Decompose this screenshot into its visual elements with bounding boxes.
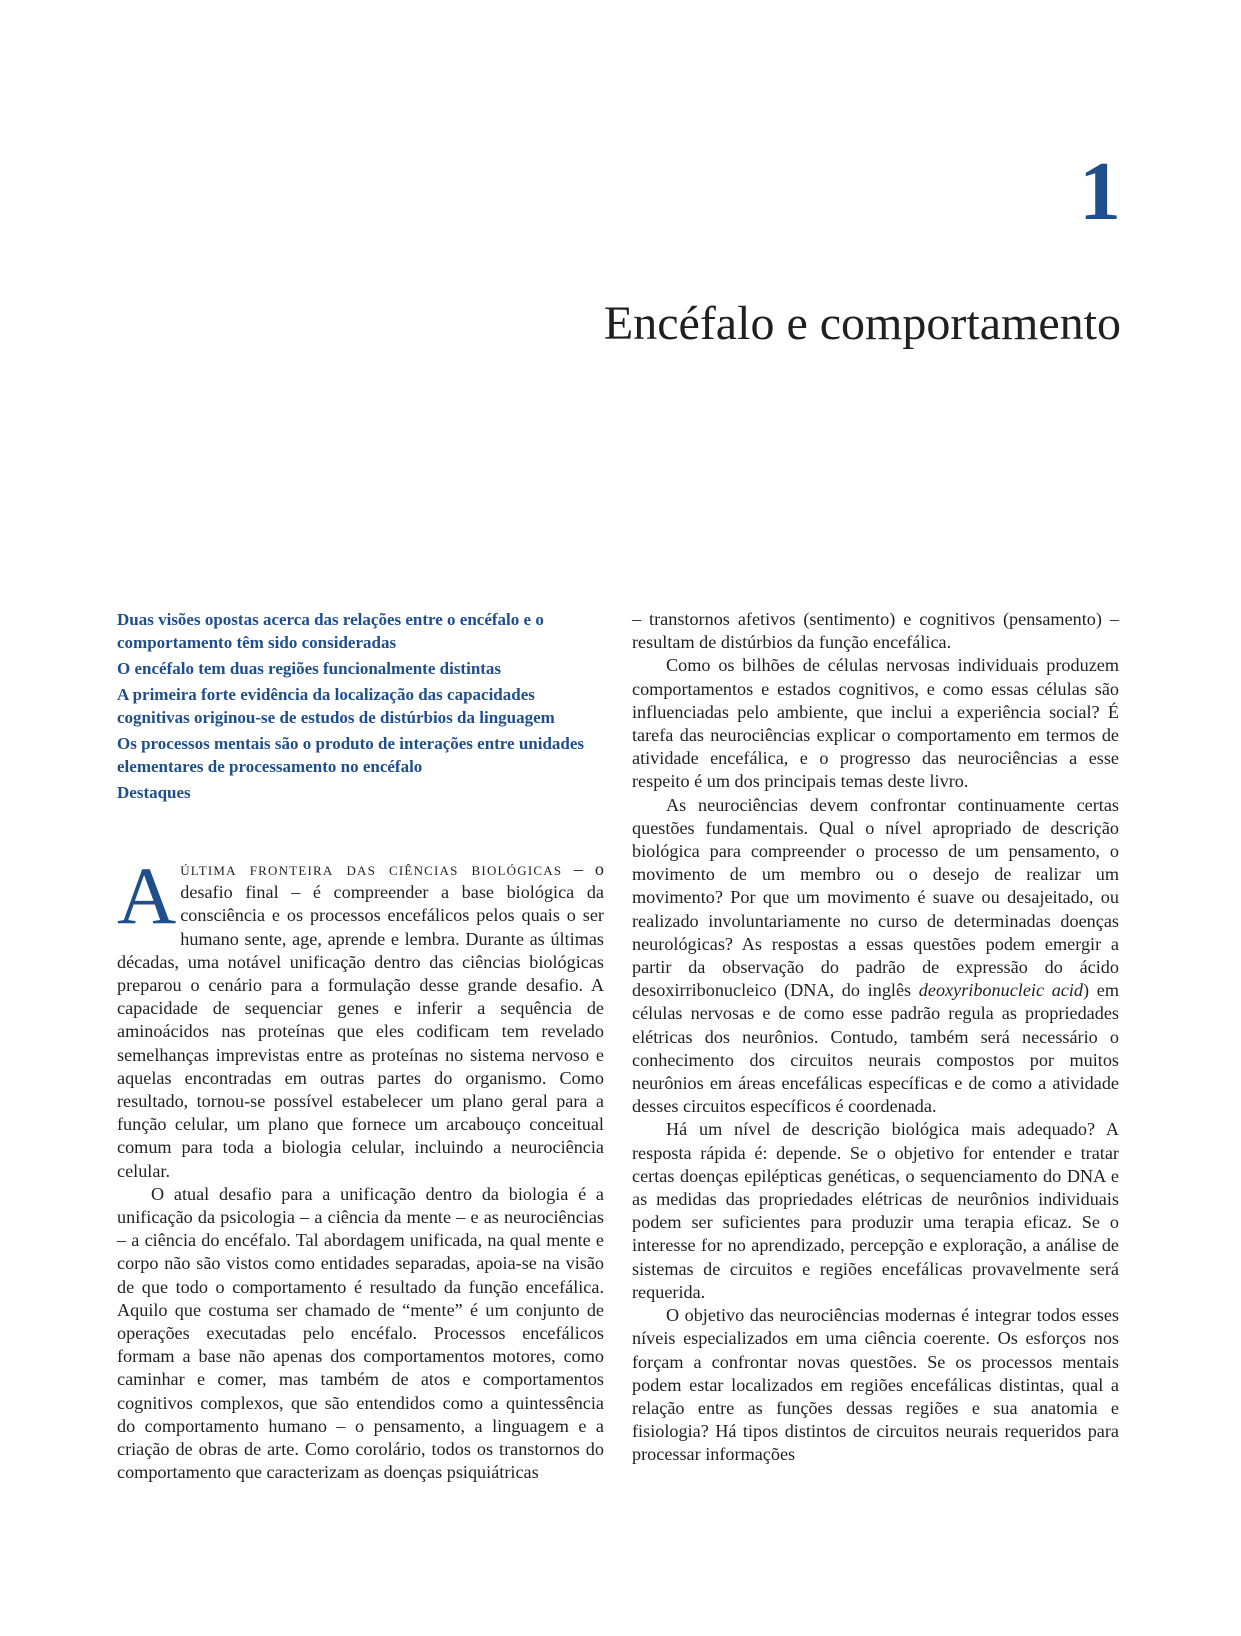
paragraph: O atual desafio para a unificação dentro da biologia é a unificação da psicologia – a ciência da mente – e as neurociências – a ciência do encéfalo. Tal abordagem unificada, na qual mente e corpo não são vistos como entidades separadas, apoia-se na visão de que todo o comportamento é resultado da função encefálica. Aquilo que costuma ser chamado de “mente” é um conjunto de operações executadas pelo encéfalo. Processos encefálicos formam a base não apenas dos comportamentos motores, como caminhar e comer, mas também de atos e comportamentos cognitivos complexos, que são entendidos como a quintessência do comportamento humano – o pensamento, a linguagem e a criação de obras de arte. Como corolário, todos os transtornos do comportamento que caracterizam as doenças psiquiátricas [117,1183,604,1483]
paragraph: Como os bilhões de células nervosas individuais produzem comportamentos e estados cognitivos, e como essas células são influenciadas pelo ambiente, que inclui a experiência social? É tarefa das neurociências explicar o comportamento em termos de atividade encefálica, e o progresso das neurociências a esse respeito é um dos principais temas deste livro. [632,655,1119,792]
outline-item[interactable]: A primeira forte evidência da localização das capacidades cognitivas originou-se de estudos de distúrbios da linguagem [117,685,555,727]
paragraph [632,794,1119,1119]
outline-item[interactable]: Duas visões opostas acerca das relações entre o encéfalo e o comportamento têm sido consideradas [117,610,544,652]
text-span: ) em células nervosas e de como esse padrão regula as propriedades elétricas dos neurônios. Contudo, também será necessário o conhecimento dos circuitos neurais compostos por muitos neurônios em áreas encefálicas específicas e de como a atividade desses circuitos específicos é coordenada. [632,980,1119,1117]
right-column [632,608,1119,1467]
chapter-number: 1 [1079,145,1121,238]
intro-text: – o desafio final – é compreender a base biológica da consciência e os processos encefálicos pelos quais o ser humano sente, age, aprende e lembra. Durante as últimas décadas, uma notável unificação dentro das ciências biológicas preparou o cenário para a formulação desse grande desafio. A capacidade de sequenciar genes e inferir a sequência de aminoácidos nas proteínas que eles codificam tem revelado semelhanças imprevistas entre as proteínas no sistema nervoso e aquelas encontradas em outras partes do organismo. Como resultado, tornou-se possível estabelecer um plano geral para a função celular, um plano que fornece um arcabouço conceitual comum para toda a biologia celular, incluindo a neurociência celular. [117,859,605,1181]
paragraph: O objetivo das neurociências modernas é integrar todos esses níveis especializados em uma ciência coerente. Os esforços nos forçam a confrontar novas questões. Se os processos mentais podem estar localizados em regiões encefálicas distintas, qual a relação entre as funções dessas regiões e sua anatomia e fisiologia? Há tipos distintos de circuitos neurais requeridos para processar informações [632,1305,1119,1465]
paragraph-intro [117,850,605,1183]
paragraph: Há um nível de descrição biológica mais adequado? A resposta rápida é: depende. Se o objetivo for entender e tratar certas doenças epilépticas genéticas, o sequenciamento do DNA e as medidas das propriedades elétricas de neurônios individuais podem ser suficientes para produzir uma terapia eficaz. Se o interesse for no aprendizado, percepção e exploração, a análise de sistemas de circuitos e regiões encefálicas provavelmente será requerida. [632,1119,1119,1302]
outline-item[interactable]: Destaques [117,783,191,802]
outline-item[interactable]: Os processos mentais são o produto de interações entre unidades elementares de processamento no encéfalo [117,734,585,776]
drop-cap: A [117,850,177,941]
lead-in-smallcaps: última fronteira das ciências biológicas [180,859,563,879]
paragraph-continued: – transtornos afetivos (sentimento) e cognitivos (pensamento) – resultam de distúrbios da função encefálica. [632,609,1119,653]
chapter-outline [117,608,604,804]
text-span: As neurociências devem confrontar continuamente certas questões fundamentais. Qual o nível apropriado de descrição biológica para compreender o processo de um pensamento, o movimento de um membro ou o desejo de realizar um movimento? Por que um movimento é suave ou desajeitado, ou realizado involuntariamente no curso de determinadas doenças neurológicas? As respostas a essas questões podem emergir a partir da observação do padrão de expressão do ácido desoxirribonucleico (DNA, do inglês [632,794,1119,1001]
outline-item[interactable]: O encéfalo tem duas regiões funcionalmente distintas [117,659,502,678]
italic-term: deoxyribonucleic acid [918,980,1084,1001]
left-column [117,608,604,1484]
chapter-title: Encéfalo e comportamento [603,297,1121,350]
